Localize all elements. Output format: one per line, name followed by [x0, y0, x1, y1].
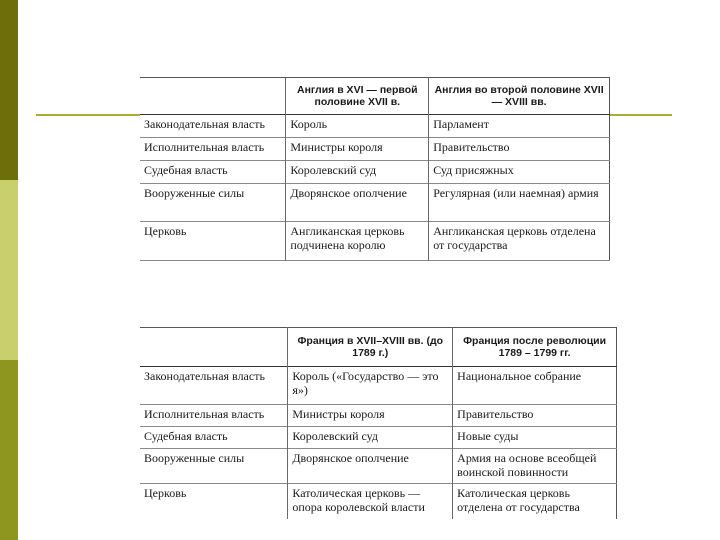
- accent-bar-middle: [0, 180, 18, 360]
- table-row: [140, 138, 610, 161]
- table-row: [140, 427, 617, 449]
- table-header-row: [140, 78, 610, 115]
- cell-before: Католическая церковь — опора королевской власти: [288, 484, 453, 520]
- row-label: Исполнительная власть: [144, 140, 265, 154]
- cell-after: Англиканская церковь отделена от государства: [429, 222, 610, 261]
- cell-before: Королевский суд: [288, 427, 453, 449]
- table-row: [140, 367, 617, 405]
- header-empty-cell: [140, 78, 286, 115]
- cell-before: Англиканская церковь подчинена королю: [286, 222, 429, 261]
- cell-before: Король: [286, 115, 429, 138]
- cell-after: Правительство: [453, 405, 617, 427]
- cell-before: Министры короля: [288, 405, 453, 427]
- cell-before: Дворянское ополчение: [288, 449, 453, 484]
- cell-before: Королевский суд: [286, 161, 429, 184]
- header-england-after: Англия во второй половине XVII — XVIII вв.: [429, 78, 610, 115]
- france-comparison-table: [140, 327, 617, 519]
- cell-after: Суд присяжных: [429, 161, 610, 184]
- table-row: [140, 484, 617, 520]
- cell-after: Католическая церковь отделена от государства: [453, 484, 617, 520]
- row-label: Вооруженные силы: [144, 186, 245, 200]
- row-label: Вооруженные силы: [144, 451, 245, 465]
- header-empty-cell: [140, 328, 288, 367]
- header-france-after: Франция после революции 1789 – 1799 гг.: [453, 328, 617, 367]
- row-label: Судебная власть: [144, 429, 228, 443]
- cell-after: Парламент: [429, 115, 610, 138]
- accent-bar-top: [0, 0, 18, 180]
- table-row: [140, 405, 617, 427]
- cell-after: Новые суды: [453, 427, 617, 449]
- row-label: Церковь: [144, 224, 187, 238]
- england-comparison-table: [140, 77, 610, 261]
- table-header-row: [140, 328, 617, 367]
- row-label: Судебная власть: [144, 163, 228, 177]
- table-row: [140, 161, 610, 184]
- cell-after: Национальное собрание: [453, 367, 617, 405]
- cell-after: Правительство: [429, 138, 610, 161]
- row-label: Законодательная власть: [144, 369, 265, 383]
- row-label: Церковь: [144, 486, 187, 500]
- header-france-before: Франция в XVII–XVIII вв. (до 1789 г.): [288, 328, 453, 367]
- row-label: Исполнительная власть: [144, 407, 265, 421]
- table-row: [140, 184, 610, 222]
- cell-before: Король («Государство — это я»): [288, 367, 453, 405]
- table-row: [140, 449, 617, 484]
- cell-before: Министры короля: [286, 138, 429, 161]
- cell-after: Армия на основе всеобщей воинской повинности: [453, 449, 617, 484]
- row-label: Законодательная власть: [144, 117, 265, 131]
- cell-before: Дворянское ополчение: [286, 184, 429, 222]
- accent-bar-bottom: [0, 360, 18, 540]
- table-row: [140, 115, 610, 138]
- table-row: [140, 222, 610, 261]
- header-england-before: Англия в XVI — первой половине XVII в.: [286, 78, 429, 115]
- cell-after: Регулярная (или наемная) армия: [429, 184, 610, 222]
